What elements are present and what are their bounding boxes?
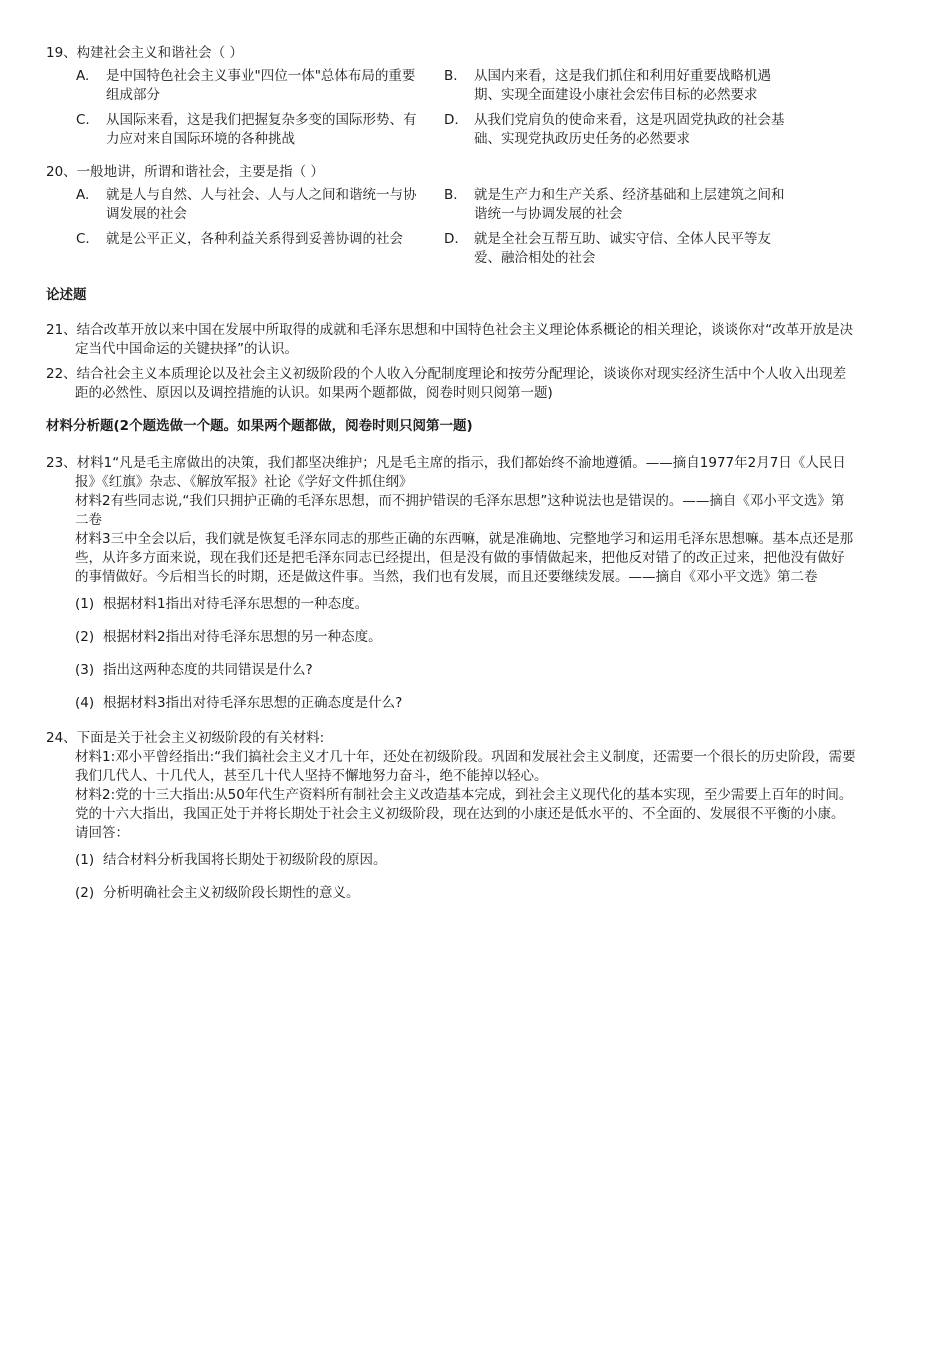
material-1: 材料1:邓小平曾经指出:“我们搞社会主义才几十年，还处在初级阶段。巩固和发展社会主义制度，还需要一个很长的历史阶段，需要我们几代人、十几代人，甚至几十代人坚持不懈地努力奋斗，绝不能掉以轻心。 <box>75 749 856 784</box>
material-2: 材料2有些同志说,“我们只拥护正确的毛泽东思想，而不拥护错误的毛泽东思想”这种说法也是错误的。——摘自《邓小平文选》第二卷 <box>75 493 845 528</box>
question-24 <box>46 729 856 903</box>
material-2: 材料2:党的十三大指出:从50年代生产资料所有制社会主义改造基本完成，到社会主义现代化的基本实现，至少需要上百年的时间。党的十六大指出，我国正处于并将长期处于社会主义初级阶段，现在达到的小康还是低水平的、不全面的、发展很不平衡的小康。 <box>75 787 853 822</box>
option-b: B. 就是生产力和生产关系、经济基础和上层建筑之间和谐统一与协调发展的社会 <box>444 187 785 222</box>
exam-page <box>46 44 856 903</box>
material-3: 材料3三中全会以后，我们就是恢复毛泽东同志的那些正确的东西嘛，就是准确地、完整地学习和运用毛泽东思想嘛。基本点还是那些，从许多方面来说，现在我们还是把毛泽东同志已经提出，但是没有做的事情做起来，把他反对错了的改正过来，把他没有做好的事情做好。今后相当长的时期，还是做这件事。当然，我们也有发展，而且还要继续发展。——摘自《邓小平文选》第二卷 <box>75 531 854 585</box>
options-grid <box>76 67 856 149</box>
option-c: C. 就是公平正义，各种利益关系得到妥善协调的社会 <box>76 231 403 247</box>
section-heading-material: 材料分析题(2个题选做一个题。如果两个题都做，阅卷时则只阅第一题) <box>46 418 473 434</box>
option-b: B. 从国内来看，这是我们抓住和利用好重要战略机遇期、实现全面建设小康社会宏伟目标的必然要求 <box>444 68 771 103</box>
sub-question: (1) 结合材料分析我国将长期处于初级阶段的原因。 <box>75 852 387 868</box>
sub-question: (1) 根据材料1指出对待毛泽东思想的一种态度。 <box>75 596 369 612</box>
option-c: C. 从国际来看，这是我们把握复杂多变的国际形势、有力应对来自国际环境的各种挑战 <box>76 112 417 147</box>
option-d: D. 从我们党肩负的使命来看，这是巩固党执政的社会基础、实现党执政历史任务的必然要求 <box>444 112 785 147</box>
options-grid <box>76 186 856 268</box>
question-20 <box>46 163 856 268</box>
question-24-intro: 24、下面是关于社会主义初级阶段的有关材料: <box>46 730 325 746</box>
sub-question: (2) 分析明确社会主义初级阶段长期性的意义。 <box>75 885 360 901</box>
please-answer: 请回答： <box>75 825 129 841</box>
option-a: A. 就是人与自然、人与社会、人与人之间和谐统一与协调发展的社会 <box>76 187 417 222</box>
option-a: A. 是中国特色社会主义事业"四位一体"总体布局的重要组成部分 <box>76 68 416 103</box>
section-heading-essay: 论述题 <box>46 287 87 303</box>
sub-question: (4) 根据材料3指出对待毛泽东思想的正确态度是什么? <box>75 695 403 711</box>
option-d: D. 就是全社会互帮互助、诚实守信、全体人民平等友爱、融洽相处的社会 <box>444 231 771 266</box>
material-1: 23、材料1“凡是毛主席做出的决策，我们都坚决维护；凡是毛主席的指示，我们都始终不渝地遵循。——摘自1977年2月7日《人民日报》《红旗》杂志、《解放军报》社论《学好文件抓住纲》 <box>46 455 846 490</box>
question-title: 20、一般地讲，所谓和谐社会，主要是指（ ） <box>46 164 324 180</box>
sub-question: (3) 指出这两种态度的共同错误是什么? <box>75 662 313 678</box>
question-title: 19、构建社会主义和谐社会（ ） <box>46 45 243 61</box>
sub-question: (2) 根据材料2指出对待毛泽东思想的另一种态度。 <box>75 629 382 645</box>
question-23 <box>46 454 856 713</box>
question-19 <box>46 44 856 149</box>
question-22: 22、结合社会主义本质理论以及社会主义初级阶段的个人收入分配制度理论和按劳分配理论，谈谈你对现实经济生活中个人收入出现差距的必然性、原因以及调控措施的认识。如果两个题都做，阅卷时则只阅第一题) <box>46 366 847 401</box>
question-21: 21、结合改革开放以来中国在发展中所取得的成就和毛泽东思想和中国特色社会主义理论体系概论的相关理论，谈谈你对“改革开放是决定当代中国命运的关键抉择”的认识。 <box>46 322 854 357</box>
